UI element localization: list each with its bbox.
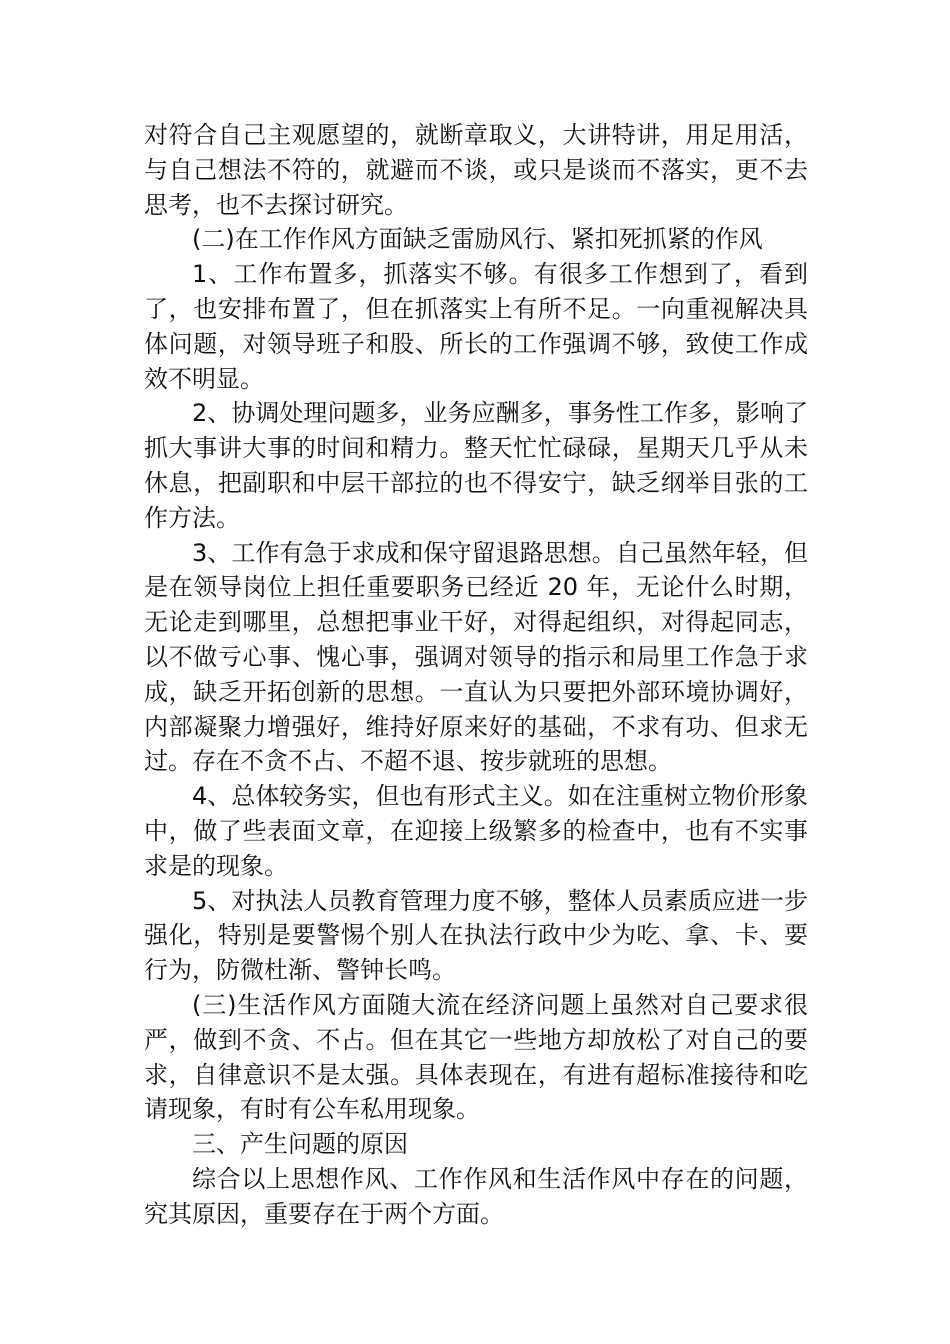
paragraph-causes-summary: 综合以上思想作风、工作作风和生活作风中存在的问题，究其原因，重要存在于两个方面。 [144, 1164, 808, 1228]
document-body [144, 118, 808, 1232]
section-heading-work-style: (二)在工作作风方面缺乏雷励风行、紧扣死抓紧的作风 [192, 225, 763, 254]
paragraph-item-2: 2、协调处理问题多，业务应酬多，事务性工作多，影响了抓大事讲大事的时间和精力。整天忙忙碌碌，星期天几乎从未休息，把副职和中层干部拉的也不得安宁，缺乏纲举目张的工作方法。 [144, 399, 808, 532]
section-heading-causes: 三、产生问题的原因 [192, 1130, 408, 1159]
paragraph-item-4: 4、总体较务实，但也有形式主义。如在注重树立物价形象中，做了些表面文章，在迎接上级繁多的检查中，也有不实事求是的现象。 [144, 782, 808, 880]
section-heading-life-style: (三)生活作风方面随大流在经济问题上虽然对自己要求很严，做到不贪、不占。但在其它一些地方却放松了对自己的要求，自律意识不是太强。具体表现在，有进有超标准接待和吃请现象，有时有公车私用现象。 [144, 990, 808, 1124]
paragraph-item-3: 3、工作有急于求成和保守留退路思想。自己虽然年轻，但是在领导岗位上担任重要职务已经近 20 年，无论什么时期，无论走到哪里，总想把事业干好，对得起组织，对得起同志，以不做亏心事、愧心事，强调对领导的指示和局里工作急于求成，缺乏开拓创新的思想。一直认为只要把外部环境协调好，内部凝聚力增强好，维持好原来好的基础，不求有功、但求无过。存在不贪不占、不超不退、按步就班的思想。 [144, 538, 808, 776]
paragraph-item-5: 5、对执法人员教育管理力度不够，整体人员素质应进一步强化，特别是要警惕个别人在执法行政中少为吃、拿、卡、要行为，防微杜渐、警钟长鸣。 [144, 886, 808, 985]
paragraph-item-1: 1、工作布置多，抓落实不够。有很多工作想到了，看到了，也安排布置了，但在抓落实上有所不足。一向重视解决具体问题，对领导班子和股、所长的工作强调不够，致使工作成效不明显。 [144, 260, 808, 393]
paragraph-continuation: 对符合自己主观愿望的，就断章取义，大讲特讲，用足用活，与自己想法不符的，就避而不谈，或只是谈而不落实，更不去思考，也不去探讨研究。 [144, 121, 808, 219]
